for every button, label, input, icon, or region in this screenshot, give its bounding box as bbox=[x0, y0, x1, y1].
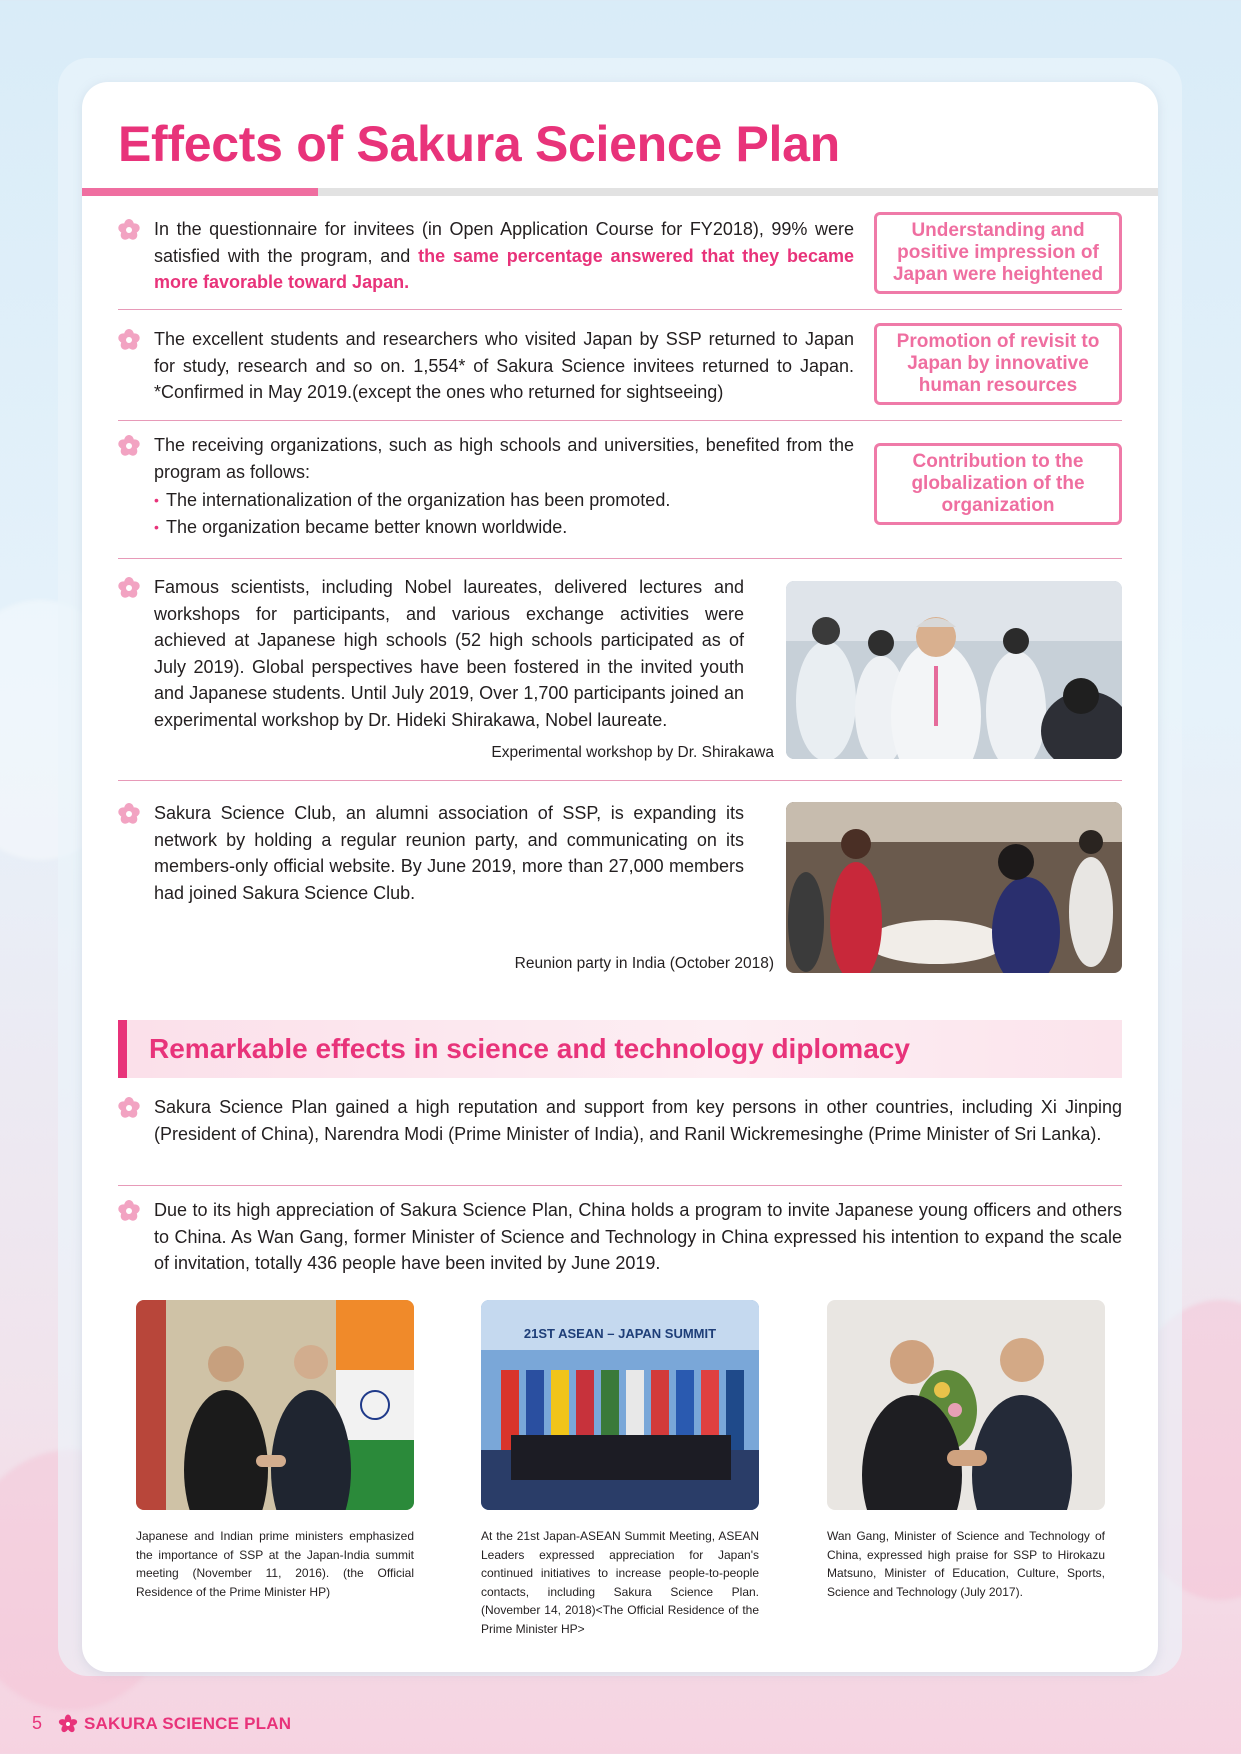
footer-brand: SAKURA SCIENCE PLAN bbox=[84, 1714, 292, 1733]
page-title: Effects of Sakura Science Plan bbox=[118, 116, 840, 172]
divider bbox=[118, 558, 1122, 559]
photo-caption: Japanese and Indian prime ministers emphasized the importance of SSP at the Japan-India summit meeting (November 11, 2016). (the Official Residence of the Prime Minister HP) bbox=[136, 1529, 414, 1599]
tag-understanding: Understanding and positive impression of Japan were heightened bbox=[874, 212, 1122, 294]
effect-intro: The receiving organizations, such as high schools and universities, benefited from the program as follows: bbox=[154, 435, 854, 482]
sakura-logo-icon bbox=[58, 1714, 78, 1734]
divider bbox=[118, 420, 1122, 421]
sakura-flower-icon bbox=[118, 803, 140, 825]
photo-reunion-party bbox=[786, 802, 1122, 973]
tag-globalization: Contribution to the globalization of the organization bbox=[874, 443, 1122, 525]
bullet-item: • The internationalization of the organization has been promoted. bbox=[154, 487, 854, 514]
diplomacy-text: Due to its high appreciation of Sakura Science Plan, China holds a program to invite Japanese young officers and others to China. As Wan Gang, former Minister of Science and Technology in China expressed his intention to expand the scale of invitation, totally 436 people have been invited by June 2019. bbox=[154, 1200, 1122, 1274]
effect-text: In the questionnaire for invitees (in Open Application Course for FY2018), 99% were satisfied with the program, and the same percentage answered that they became more favorable toward Japan. bbox=[154, 219, 854, 293]
photo-wan-gang-matsuno bbox=[827, 1300, 1105, 1510]
highlighted-text: the same percentage answered that they became more favorable toward Japan. bbox=[154, 245, 854, 293]
bullet-item: • The organization became better known worldwide. bbox=[154, 514, 854, 541]
divider bbox=[118, 309, 1122, 310]
page-number: 5 bbox=[32, 1713, 43, 1733]
effect-text: Famous scientists, including Nobel laureates, delivered lectures and workshops for participants, and various exchange activities were achieved at Japanese high schools (52 high schools participated as of July 2019). Global perspectives have been fostered in the invited youth and Japanese students. Until July 2019, Over 1,700 participants joined an experimental workshop by Dr. Hideki Shirakawa, Nobel laureate. bbox=[154, 577, 744, 730]
sakura-flower-icon bbox=[118, 435, 140, 457]
section-title: Remarkable effects in science and technology diplomacy bbox=[149, 1033, 910, 1064]
photo-caption: Reunion party in India (October 2018) bbox=[514, 955, 774, 972]
sakura-flower-icon bbox=[118, 577, 140, 599]
summit-banner-text: 21ST ASEAN – JAPAN SUMMIT bbox=[523, 1326, 717, 1341]
photo-caption: At the 21st Japan-ASEAN Summit Meeting, ASEAN Leaders expressed appreciation for Japan's continued initiatives to increase people-to-people contacts, including Sakura Science Plan. (November 14, 2018)<The Official Residence of the Prime Minister HP> bbox=[481, 1529, 759, 1636]
effect-text: The excellent students and researchers who visited Japan by SSP returned to Japan for study, research and so on. 1,554* of Sakura Science invitees returned to Japan. *Confirmed in May 2019.(except the ones who returned for sightseeing) bbox=[154, 329, 854, 403]
photo-japan-india-summit bbox=[136, 1300, 414, 1510]
sakura-flower-icon bbox=[118, 219, 140, 241]
title-rule-accent bbox=[82, 188, 318, 196]
sakura-flower-icon bbox=[118, 1200, 140, 1222]
photo-asean-summit bbox=[481, 1300, 759, 1510]
sakura-flower-icon bbox=[118, 329, 140, 351]
photo-caption: Wan Gang, Minister of Science and Technology of China, expressed high praise for SSP to Hirokazu Matsuno, Minister of Education, Culture, Sports, Science and Technology (July 2017). bbox=[827, 1529, 1105, 1599]
tag-revisit: Promotion of revisit to Japan by innovative human resources bbox=[874, 323, 1122, 405]
divider bbox=[118, 1185, 1122, 1186]
diplomacy-text: Sakura Science Plan gained a high reputation and support from key persons in other countries, including Xi Jinping (President of China), Narendra Modi (Prime Minister of India), and Ranil Wickremesinghe (Prime Minister of Sri Lanka). bbox=[154, 1097, 1122, 1144]
divider bbox=[118, 780, 1122, 781]
photo-shirakawa-workshop bbox=[786, 581, 1122, 759]
photo-caption: Experimental workshop by Dr. Shirakawa bbox=[491, 744, 774, 761]
effect-text bbox=[154, 432, 854, 540]
title-rule bbox=[82, 188, 1158, 196]
effect-text: Sakura Science Club, an alumni association of SSP, is expanding its network by holding a regular reunion party, and communicating on its members-only official website. By June 2019, more than 27,000 members had joined Sakura Science Club. bbox=[154, 803, 744, 903]
sakura-flower-icon bbox=[118, 1097, 140, 1119]
section-header bbox=[118, 1020, 1122, 1078]
